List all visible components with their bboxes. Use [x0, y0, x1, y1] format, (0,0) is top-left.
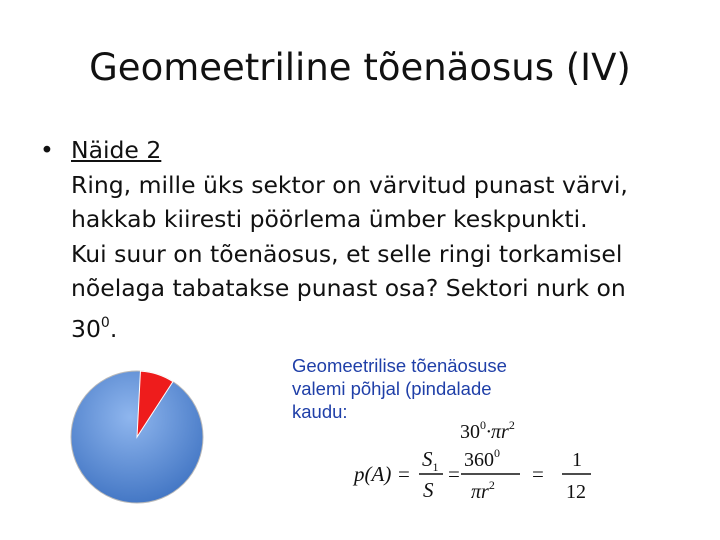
note-line: Geomeetrilise tõenäosuse	[292, 355, 507, 376]
angle-value: 30	[71, 314, 101, 343]
frac1-denominator: S	[423, 478, 434, 502]
angle-period: .	[109, 314, 118, 343]
frac3-numerator: 1	[572, 449, 582, 471]
bullet-body	[71, 133, 690, 346]
slide-title: Geomeetriline tõenäosus (IV)	[89, 46, 631, 89]
example-heading: Näide 2	[71, 136, 162, 164]
bullet-item	[40, 133, 690, 346]
paragraph-line: nõelaga tabatakse punast osa? Sektori nurk on	[71, 274, 626, 302]
frac2-numerator: $30^0\cdot\pi r^2$	[460, 418, 515, 443]
frac2-denominator: $\pi r^2$	[471, 478, 495, 503]
note-line: valemi põhjal (pindalade	[292, 378, 492, 399]
paragraph-line: hakkab kiiresti pöörlema ümber keskpunkti.	[71, 205, 588, 233]
example-paragraph	[71, 168, 690, 347]
frac3-denominator: 12	[566, 481, 586, 503]
formula-eq1: =	[398, 462, 410, 486]
paragraph-last-line	[71, 306, 690, 347]
frac1-numerator: $S_1$	[422, 447, 439, 474]
formula-lhs: p(A)	[354, 462, 392, 486]
note-line: kaudu:	[292, 401, 348, 422]
probability-formula	[348, 410, 608, 510]
paragraph-line: Kui suur on tõenäosus, et selle ringi torkamisel	[71, 239, 623, 268]
formula-eq3: =	[532, 462, 544, 486]
angle-degree-sup: 0	[100, 314, 110, 331]
frac2-middle: $360^0$	[464, 446, 500, 471]
paragraph-line: Ring, mille üks sektor on värvitud punast värvi,	[71, 170, 628, 199]
formula-eq2: =	[448, 462, 460, 486]
bullet-symbol: •	[40, 136, 54, 164]
pie-diagram	[68, 368, 206, 506]
